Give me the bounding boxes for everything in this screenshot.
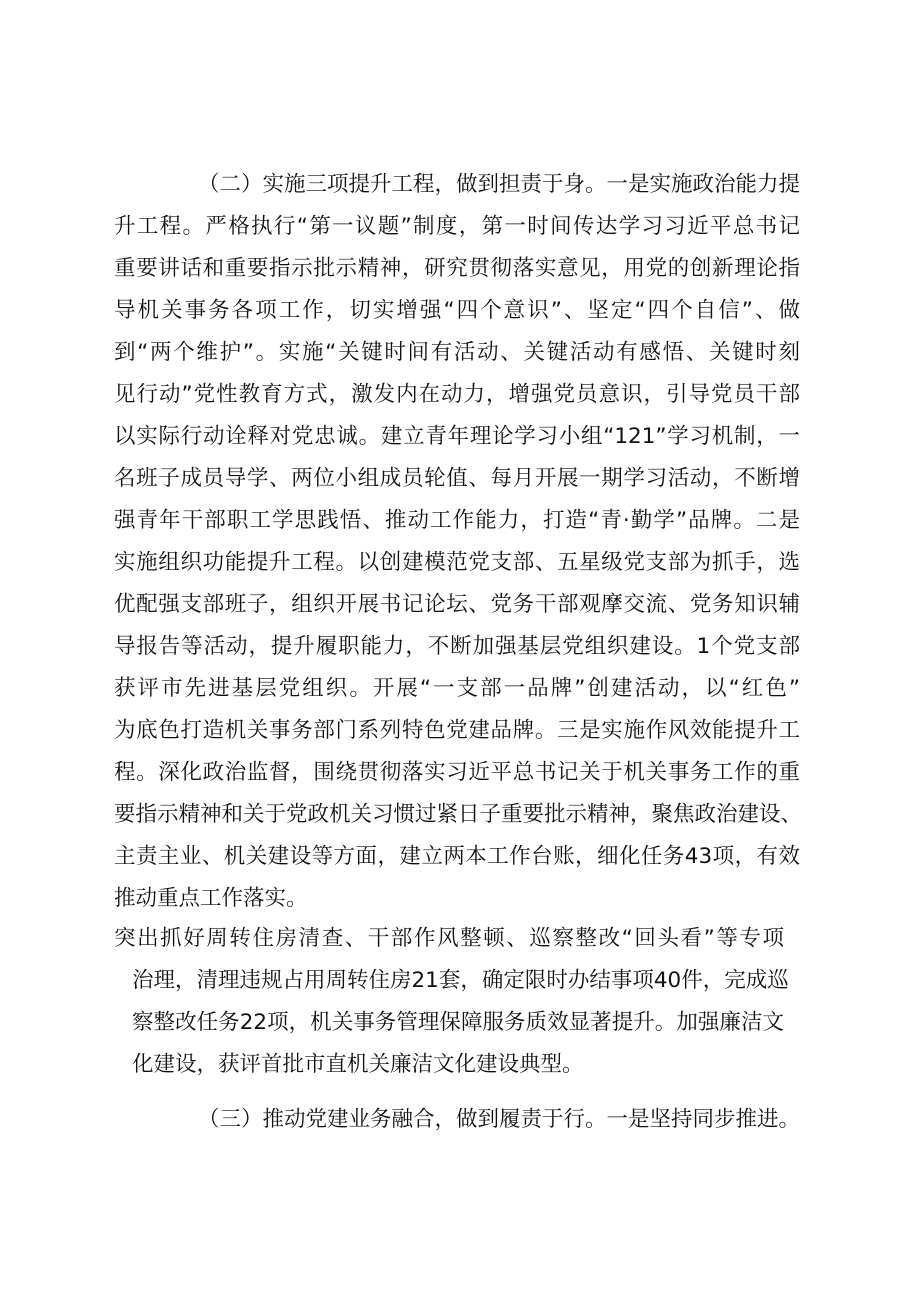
paragraph-line: （三）推动党建业务融合，做到履责于行。一是坚持同步推进。 bbox=[198, 1107, 801, 1132]
paragraph-line: 化建设，获评首批市直机关廉洁文化建设典型。 bbox=[132, 1052, 584, 1077]
paragraph-line: 导机关事务各项工作，切实增强“四个意识”、坚定“四个自信”、做 bbox=[114, 298, 800, 323]
paragraph-line: 为底色打造机关事务部门系列特色党建品牌。三是实施作风效能提升工 bbox=[114, 718, 800, 743]
paragraph-line: 主责主业、机关建设等方面，建立两本工作台账，细化任务43项，有效 bbox=[114, 844, 800, 869]
paragraph-line: 见行动”党性教育方式，激发内在动力，增强党员意识，引导党员干部 bbox=[114, 382, 800, 407]
paragraph-line: 升工程。严格执行“第一议题”制度，第一时间传达学习习近平总书记 bbox=[114, 214, 800, 239]
paragraph-line: 实施组织功能提升工程。以创建模范党支部、五星级党支部为抓手，选 bbox=[114, 550, 800, 575]
paragraph-line: 以实际行动诠释对党忠诚。建立青年理论学习小组“121”学习机制，一 bbox=[114, 424, 800, 449]
paragraph-line: 治理，清理违规占用周转住房21套，确定限时办结事项40件，完成巡 bbox=[132, 968, 789, 993]
paragraph-line: 强青年干部职工学思践悟、推动工作能力，打造“青·勤学”品牌。二是 bbox=[114, 508, 800, 533]
paragraph-line: 优配强支部班子，组织开展书记论坛、党务干部观摩交流、党务知识辅 bbox=[114, 592, 800, 617]
paragraph-line: 重要讲话和重要指示批示精神，研究贯彻落实意见，用党的创新理论指 bbox=[114, 256, 800, 281]
paragraph-line: 到“两个维护”。实施“关键时间有活动、关键活动有感悟、关键时刻 bbox=[114, 340, 800, 365]
paragraph-line: 程。深化政治监督，围绕贯彻落实习近平总书记关于机关事务工作的重 bbox=[114, 760, 800, 785]
paragraph-line: 获评市先进基层党组织。开展“一支部一品牌”创建活动，以“红色” bbox=[114, 676, 800, 701]
paragraph-line: 察整改任务22项，机关事务管理保障服务质效显著提升。加强廉洁文 bbox=[132, 1010, 784, 1035]
paragraph-line: 推动重点工作落实。 bbox=[114, 886, 308, 911]
paragraph-line: 突出抓好周转住房清查、干部作风整顿、巡察整改“回头看”等专项 bbox=[114, 926, 784, 951]
paragraph-line: 名班子成员导学、两位小组成员轮值、每月开展一期学习活动，不断增 bbox=[114, 466, 800, 491]
paragraph-line: 导报告等活动，提升履职能力，不断加强基层党组织建设。1个党支部 bbox=[114, 634, 800, 659]
paragraph-line: （二）实施三项提升工程，做到担责于身。一是实施政治能力提 bbox=[198, 172, 801, 197]
paragraph-line: 要指示精神和关于党政机关习惯过紧日子重要批示精神，聚焦政治建设、 bbox=[114, 802, 803, 827]
